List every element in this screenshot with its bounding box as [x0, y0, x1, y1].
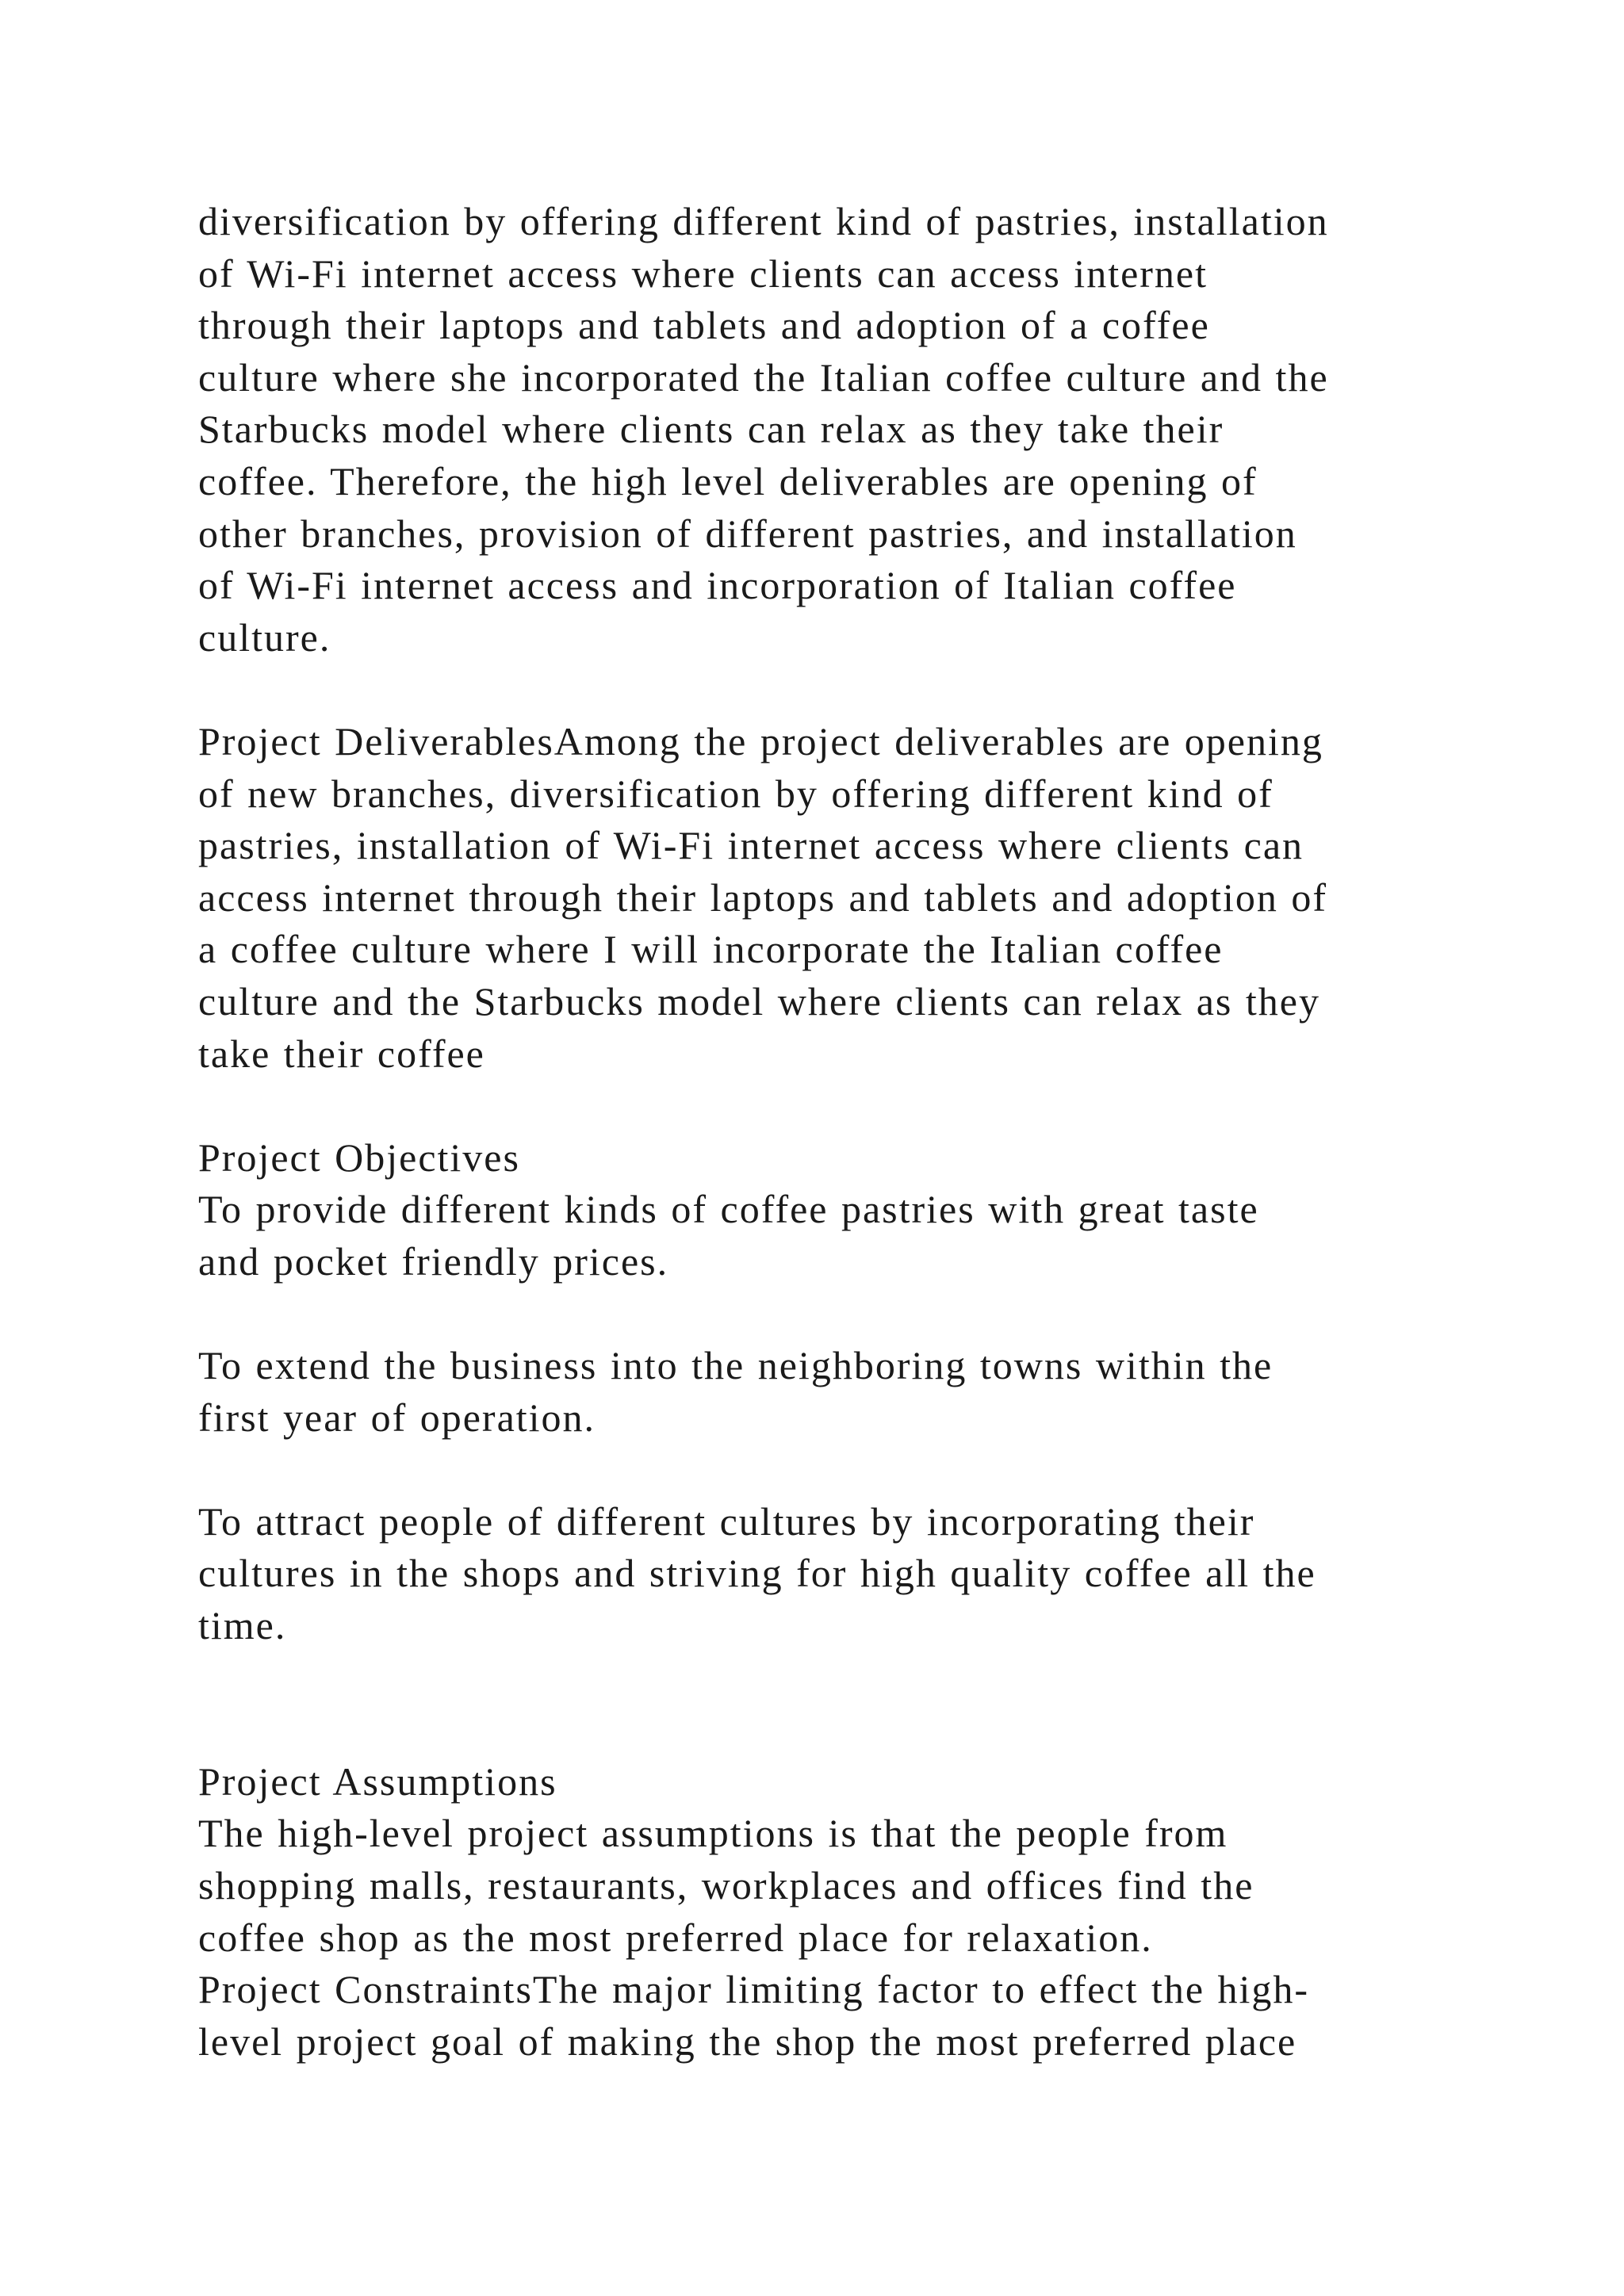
paragraph-spacer	[198, 664, 1467, 716]
objective-3	[198, 1496, 1467, 1652]
objective-3-line: To attract people of different cultures by incorporating their	[198, 1498, 1255, 1544]
paragraph-spacer	[198, 1652, 1467, 1756]
text-line: of Wi-Fi internet access and incorporation of Italian coffee	[198, 563, 1237, 608]
text-line: diversification by offering different kind of pastries, installation	[198, 199, 1329, 243]
text-line: of new branches, diversification by offering different kind of	[198, 771, 1274, 816]
document-body	[198, 196, 1467, 2068]
constraints-line: Project ConstraintsThe major limiting factor to effect the high-	[198, 1967, 1310, 2012]
text-line: Project DeliverablesAmong the project deliverables are opening	[198, 718, 1323, 763]
paragraph-project-deliverables	[198, 716, 1467, 1080]
paragraph-spacer	[198, 1288, 1467, 1340]
text-line: culture.	[198, 614, 331, 660]
objective-3-line: time.	[198, 1603, 287, 1648]
text-line: take their coffee	[198, 1031, 485, 1076]
section-project-assumptions	[198, 1756, 1467, 1964]
text-line: pastries, installation of Wi-Fi internet access where clients can	[198, 823, 1304, 868]
paragraph-deliverables-intro	[198, 196, 1467, 664]
assumptions-line: The high-level project assumptions is that the people from	[198, 1811, 1228, 1856]
text-line: other branches, provision of different pastries, and installation	[198, 511, 1297, 556]
objectives-heading: Project Objectives	[198, 1135, 520, 1180]
assumptions-line: coffee shop as the most preferred place for relaxation.	[198, 1915, 1153, 1960]
section-project-constraints	[198, 1964, 1467, 2068]
objective-2	[198, 1340, 1467, 1444]
text-line: culture where she incorporated the Italian coffee culture and the	[198, 354, 1329, 400]
objective-2-line: To extend the business into the neighboring towns within the	[198, 1343, 1274, 1388]
section-project-objectives	[198, 1132, 1467, 1288]
objective-2-line: first year of operation.	[198, 1395, 596, 1440]
paragraph-spacer	[198, 1080, 1467, 1132]
text-line: a coffee culture where I will incorporate the Italian coffee	[198, 927, 1224, 972]
text-line: Starbucks model where clients can relax as they take their	[198, 407, 1224, 452]
paragraph-spacer	[198, 1444, 1467, 1496]
text-line: access internet through their laptops and tablets and adoption of	[198, 874, 1328, 920]
assumptions-line: shopping malls, restaurants, workplaces and offices find the	[198, 1863, 1254, 1908]
constraints-line: level project goal of making the shop the most preferred place	[198, 2019, 1297, 2064]
text-line: coffee. Therefore, the high level deliverables are opening of	[198, 458, 1258, 503]
text-line: through their laptops and tablets and adoption of a coffee	[198, 303, 1210, 348]
objective-1-line: To provide different kinds of coffee pastries with great taste	[198, 1187, 1259, 1232]
objective-1-line: and pocket friendly prices.	[198, 1238, 669, 1284]
objective-3-line: cultures in the shops and striving for high quality coffee all the	[198, 1551, 1316, 1596]
text-line: of Wi-Fi internet access where clients can access internet	[198, 251, 1208, 296]
assumptions-heading: Project Assumptions	[198, 1758, 557, 1804]
text-line: culture and the Starbucks model where clients can relax as they	[198, 978, 1320, 1024]
